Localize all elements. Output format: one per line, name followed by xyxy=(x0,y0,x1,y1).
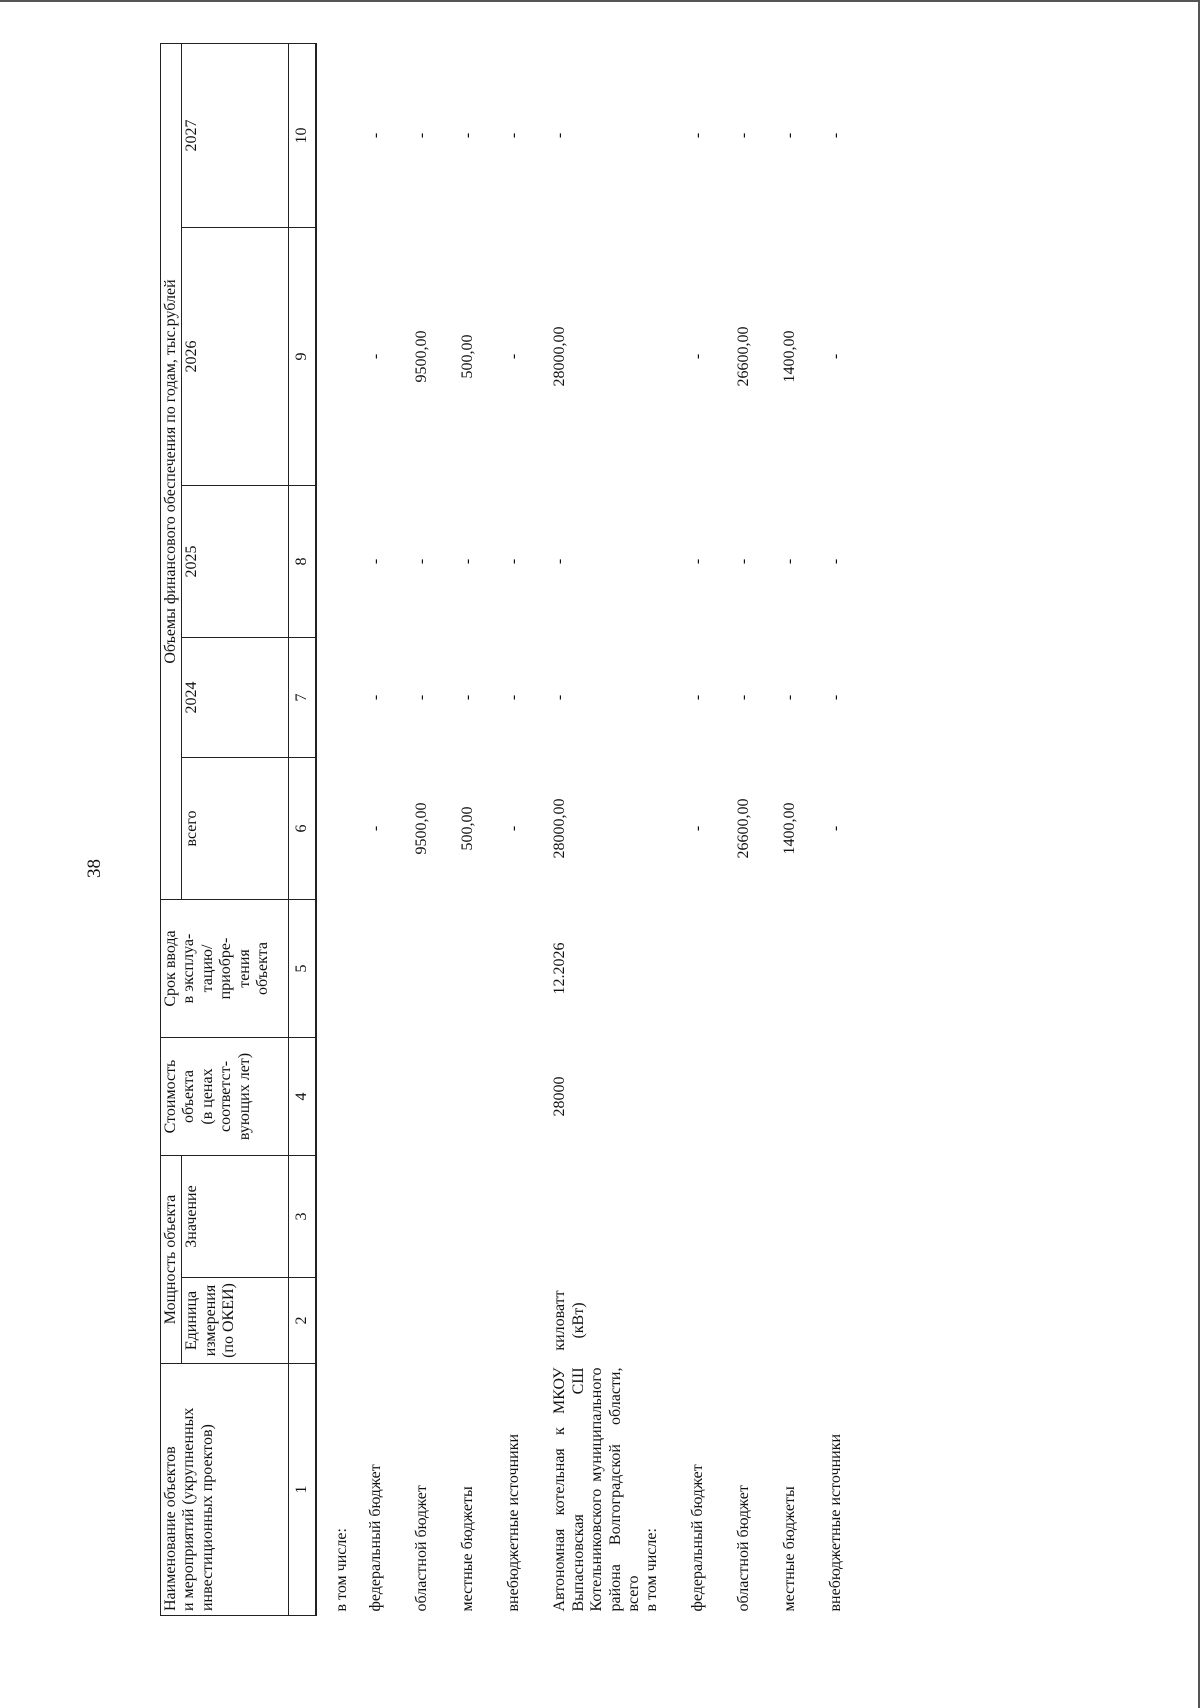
cell-value xyxy=(505,1156,551,1278)
row-name: внебюджетные источники xyxy=(827,1433,845,1612)
cell-total xyxy=(643,758,689,900)
table-row xyxy=(551,43,643,1615)
cell-total: 26600,00 xyxy=(735,798,753,859)
cell-y2024: - xyxy=(459,694,477,701)
cell-y2027: - xyxy=(367,132,385,139)
cell-name xyxy=(367,1364,413,1616)
cell-y2024: - xyxy=(735,694,753,701)
cell-term xyxy=(316,900,367,1038)
cell-total: - xyxy=(689,825,707,832)
header-term-text: Срок ввода в эксплуа- тацию/ приобре- тения объекта xyxy=(162,930,271,1007)
cell-value xyxy=(643,1156,689,1278)
cell-y2027 xyxy=(643,43,689,227)
cell-y2025: - xyxy=(827,558,845,565)
row-name: в том числе: xyxy=(333,1528,351,1612)
cell-total: - xyxy=(827,825,845,832)
cell-name xyxy=(413,1364,459,1616)
column-number-5: 5 xyxy=(289,900,317,1038)
cell-term xyxy=(689,900,735,1038)
cell-term: 12.2026 xyxy=(551,942,569,995)
cell-term xyxy=(413,900,459,1038)
cell-y2026: - xyxy=(689,353,707,360)
cell-y2025: - xyxy=(367,558,385,565)
row-name: местные бюджеты xyxy=(781,1486,799,1612)
cell-unit xyxy=(505,1278,551,1364)
cell-y2025 xyxy=(316,486,367,638)
cell-term xyxy=(459,900,505,1038)
cell-y2027: - xyxy=(459,132,477,139)
cell-y2027: - xyxy=(413,132,431,139)
cell-y2025: - xyxy=(459,558,477,565)
cell-value xyxy=(689,1156,735,1278)
column-number-1: 1 xyxy=(289,1364,317,1616)
cell-y2025: - xyxy=(689,558,707,565)
cell-name xyxy=(551,1364,643,1616)
header-capacity-group: Мощность объекта xyxy=(161,1156,182,1364)
table-row xyxy=(505,43,551,1615)
cell-term xyxy=(505,900,551,1038)
cell-cost xyxy=(505,1038,551,1156)
table-row xyxy=(735,43,781,1615)
cell-term xyxy=(781,900,827,1038)
cell-cost xyxy=(827,1038,873,1156)
cell-y2024: - xyxy=(551,694,569,701)
column-number-9: 9 xyxy=(289,228,317,486)
cell-y2024 xyxy=(643,638,689,758)
cell-y2027: - xyxy=(735,132,753,139)
cell-total: - xyxy=(505,825,523,832)
funding-table xyxy=(160,43,873,1616)
header-capacity-value: Значение xyxy=(182,1156,289,1278)
cell-total: 500,00 xyxy=(459,806,477,851)
cell-cost xyxy=(689,1038,735,1156)
row-name-last-line: всего xyxy=(624,1575,642,1612)
cell-y2026 xyxy=(316,228,367,486)
column-number-3: 3 xyxy=(289,1156,317,1278)
cell-name xyxy=(781,1364,827,1616)
header-object-name xyxy=(161,1364,289,1616)
cell-unit xyxy=(781,1278,827,1364)
table-body xyxy=(316,43,873,1615)
table-row xyxy=(781,43,827,1615)
column-number-4: 4 xyxy=(289,1038,317,1156)
page-number: 38 xyxy=(84,859,105,878)
header-funding-group: Объемы финансового обеспечения по годам, тыс.рублей xyxy=(161,43,182,899)
cell-y2026: 9500,00 xyxy=(413,330,431,383)
cell-y2024: - xyxy=(781,694,799,701)
cell-value xyxy=(367,1156,413,1278)
cell-y2024: - xyxy=(413,694,431,701)
cell-total: 28000,00 xyxy=(551,798,569,859)
header-cost xyxy=(161,1038,289,1156)
cell-y2027: - xyxy=(551,132,569,139)
cell-total: 9500,00 xyxy=(413,802,431,855)
cell-cost xyxy=(781,1038,827,1156)
table-row xyxy=(413,43,459,1615)
cell-value xyxy=(551,1156,643,1278)
cell-y2024: - xyxy=(505,694,523,701)
cell-total: - xyxy=(367,825,385,832)
table-row xyxy=(643,43,689,1615)
header-term xyxy=(161,900,289,1038)
column-number-7: 7 xyxy=(289,638,317,758)
cell-y2026: 500,00 xyxy=(459,334,477,379)
header-year-2024: 2024 xyxy=(182,638,289,758)
cell-y2024: - xyxy=(689,694,707,701)
header-year-2026: 2026 xyxy=(182,228,289,486)
cell-name xyxy=(735,1364,781,1616)
cell-unit xyxy=(643,1278,689,1364)
row-name: внебюджетные источники xyxy=(505,1433,523,1612)
column-number-6: 6 xyxy=(289,758,317,900)
cell-cost xyxy=(735,1038,781,1156)
cell-value xyxy=(316,1156,367,1278)
cell-y2027: - xyxy=(781,132,799,139)
cell-total xyxy=(316,758,367,900)
cell-y2026: - xyxy=(505,353,523,360)
table-row xyxy=(367,43,413,1615)
header-total: всего xyxy=(182,758,289,900)
column-number-2: 2 xyxy=(289,1278,317,1364)
cell-unit xyxy=(689,1278,735,1364)
cell-total: 1400,00 xyxy=(781,802,799,855)
cell-y2026 xyxy=(643,228,689,486)
cell-name xyxy=(689,1364,735,1616)
cell-y2026: 26600,00 xyxy=(735,326,753,387)
cell-y2025: - xyxy=(735,558,753,565)
cell-y2026: - xyxy=(367,353,385,360)
table-row xyxy=(827,43,873,1615)
cell-cost xyxy=(459,1038,505,1156)
cell-y2025: - xyxy=(505,558,523,565)
row-name: местные бюджеты xyxy=(459,1486,477,1612)
cell-name xyxy=(459,1364,505,1616)
table-row xyxy=(316,43,367,1615)
cell-unit xyxy=(735,1278,781,1364)
cell-term xyxy=(643,900,689,1038)
cell-name xyxy=(316,1364,367,1616)
column-number-8: 8 xyxy=(289,486,317,638)
header-year-2025: 2025 xyxy=(182,486,289,638)
cell-y2025: - xyxy=(781,558,799,565)
cell-y2026: 28000,00 xyxy=(551,326,569,387)
cell-y2026: 1400,00 xyxy=(781,330,799,383)
cell-value xyxy=(827,1156,873,1278)
row-name: федеральный бюджет xyxy=(367,1464,385,1612)
column-number-10: 10 xyxy=(289,43,317,227)
row-name: Автономная котельная к МКОУ Выпасновская СШ Котельниковского муниципального района Волгоградской области, xyxy=(551,1367,624,1612)
cell-y2024: - xyxy=(827,694,845,701)
header-year-2027: 2027 xyxy=(182,43,289,227)
cell-cost xyxy=(367,1038,413,1156)
cell-value xyxy=(459,1156,505,1278)
cell-y2025: - xyxy=(413,558,431,565)
header-cost-text: Стоимость объекта (в ценах соответст- вующих лет) xyxy=(162,1052,253,1141)
cell-unit xyxy=(367,1278,413,1364)
header-capacity-unit xyxy=(182,1278,289,1364)
cell-unit xyxy=(459,1278,505,1364)
header-object-name-text: Наименование объектов и мероприятий (укрупненных инвестиционных проектов) xyxy=(162,1407,216,1611)
row-name: федеральный бюджет xyxy=(689,1464,707,1612)
cell-y2025: - xyxy=(551,558,569,565)
row-name: в том числе: xyxy=(643,1528,661,1612)
header-row-1 xyxy=(161,43,182,1615)
cell-cost xyxy=(316,1038,367,1156)
cell-name xyxy=(505,1364,551,1616)
cell-y2024 xyxy=(316,638,367,758)
cell-name xyxy=(827,1364,873,1616)
cell-y2027: - xyxy=(505,132,523,139)
row-name: областной бюджет xyxy=(735,1485,753,1612)
cell-y2025 xyxy=(643,486,689,638)
cell-cost: 28000 xyxy=(551,1076,569,1117)
cell-cost xyxy=(643,1038,689,1156)
column-numbers-row xyxy=(289,43,317,1615)
cell-y2024: - xyxy=(367,694,385,701)
cell-unit xyxy=(413,1278,459,1364)
cell-unit xyxy=(827,1278,873,1364)
cell-y2027: - xyxy=(689,132,707,139)
cell-term xyxy=(735,900,781,1038)
cell-y2026: - xyxy=(827,353,845,360)
cell-unit xyxy=(316,1278,367,1364)
cell-cost xyxy=(413,1038,459,1156)
cell-term xyxy=(367,900,413,1038)
cell-value xyxy=(735,1156,781,1278)
cell-name xyxy=(643,1364,689,1616)
header-capacity-unit-text: Единица измерения (по ОКЕИ) xyxy=(183,1283,238,1358)
cell-y2027 xyxy=(316,43,367,227)
cell-value xyxy=(781,1156,827,1278)
cell-y2027: - xyxy=(827,132,845,139)
cell-value xyxy=(413,1156,459,1278)
table-row xyxy=(689,43,735,1615)
table-row xyxy=(459,43,505,1615)
cell-term xyxy=(827,900,873,1038)
cell-unit: киловатт (кВт) xyxy=(551,1290,587,1351)
row-name: областной бюджет xyxy=(413,1485,431,1612)
